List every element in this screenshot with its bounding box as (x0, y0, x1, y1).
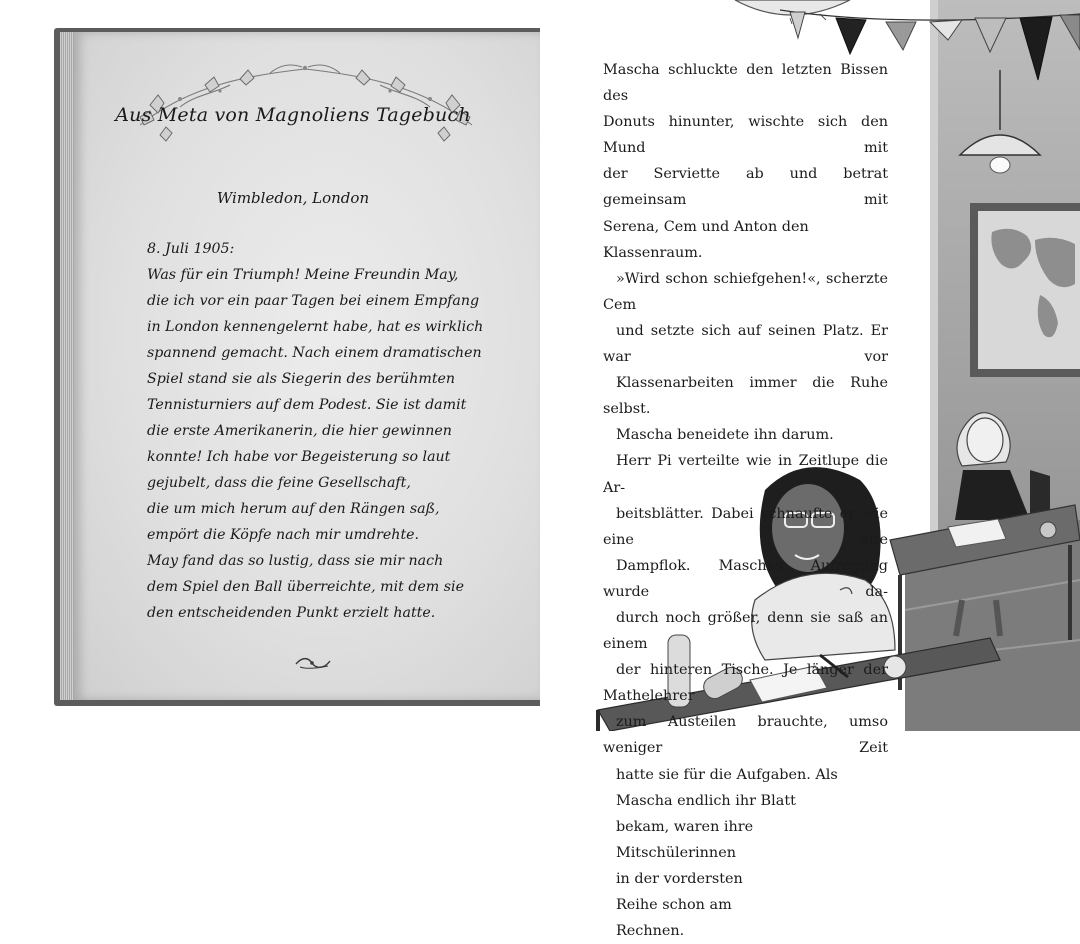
story-line: Serena, Cem und Anton den Klassenraum. (603, 218, 809, 261)
story-line: der Serviette ab und betrat gemeinsam mit (603, 166, 888, 209)
story-line: Mascha schluckte den letzten Bissen des (603, 62, 888, 105)
story-line: in der vordersten (615, 870, 743, 887)
diary-line: Spiel stand sie als Siegerin des berühmten (147, 371, 456, 387)
diary-line: in London kennengelernt habe, hat es wirklich (147, 319, 484, 335)
story-paragraph (603, 266, 888, 449)
diary-line: den entscheidenden Punkt erzielt hatte. (147, 605, 436, 621)
story-line: durch noch größer, denn sie saß an einem (603, 609, 888, 653)
story-line: Mascha endlich ihr Blatt (615, 792, 796, 809)
diary-line: die ich vor ein paar Tagen bei einem Empfang (147, 293, 480, 309)
story-line: Dampflok. Maschas Aufregung wurde da- (603, 557, 888, 600)
story-paragraph (603, 448, 888, 944)
story-line: hatte sie für die Aufgaben. Als (615, 766, 838, 783)
diary-line: spannend gemacht. Nach einem dramatischen (147, 345, 482, 361)
story-line: »Wird schon schiefgehen!«, scherzte Cem (603, 270, 888, 313)
diary-place: Wimbledon, London (216, 189, 370, 207)
diary-line: 8. Juli 1905: (147, 241, 235, 257)
floral-ornament-icon (120, 55, 490, 145)
story-line: Reihe schon am (615, 897, 732, 913)
diary-line: konnte! Ich habe vor Begeisterung so laut (147, 449, 451, 465)
story-line: Donuts hinunter, wischte sich den Mund mit (603, 114, 888, 157)
diary-line: die erste Amerikanerin, die hier gewinnen (147, 423, 452, 439)
diary-line: Tennisturniers auf dem Podest. Sie ist damit (147, 397, 467, 413)
story-line: zum Austeilen brauchte, umso weniger Zeit (603, 714, 888, 757)
story-line: bekam, waren ihre (615, 818, 754, 835)
diary-title: Aus Meta von Magnoliens Tagebuch (115, 104, 471, 126)
story-line: Rechnen. (615, 923, 685, 940)
diary-line: die um mich herum auf den Rängen saß, (147, 501, 440, 517)
story-line: beitsblätter. Dabei schnaufte er wie eine alte (603, 505, 888, 548)
world-map-icon (970, 203, 1080, 377)
flourish-ornament-icon (294, 655, 334, 671)
diary-line: empört die Köpfe nach mir umdrehte. (147, 527, 420, 543)
diary-entry (147, 236, 484, 626)
story-line: der hinteren Tische. Je länger der Mathelehrer (603, 662, 888, 705)
story-line: Klassenarbeiten immer die Ruhe selbst. (603, 375, 888, 418)
story-line: und setzte sich auf seinen Platz. Er war vor (603, 322, 888, 366)
diary-line: dem Spiel den Ball überreichte, mit dem sie (147, 579, 464, 595)
diary-line: Was für ein Triumph! Meine Freundin May, (147, 267, 459, 283)
diary-line: gejubelt, dass die feine Gesellschaft, (147, 475, 411, 491)
story-text (603, 57, 888, 944)
story-paragraph (603, 57, 888, 266)
story-line: Herr Pi verteilte wie in Zeitlupe die Ar- (603, 453, 888, 496)
story-line: Mitschülerinnen (615, 844, 736, 861)
diary-line: May fand das so lustig, dass sie mir nach (147, 553, 444, 569)
story-line: Mascha beneidete ihn darum. (615, 427, 834, 444)
